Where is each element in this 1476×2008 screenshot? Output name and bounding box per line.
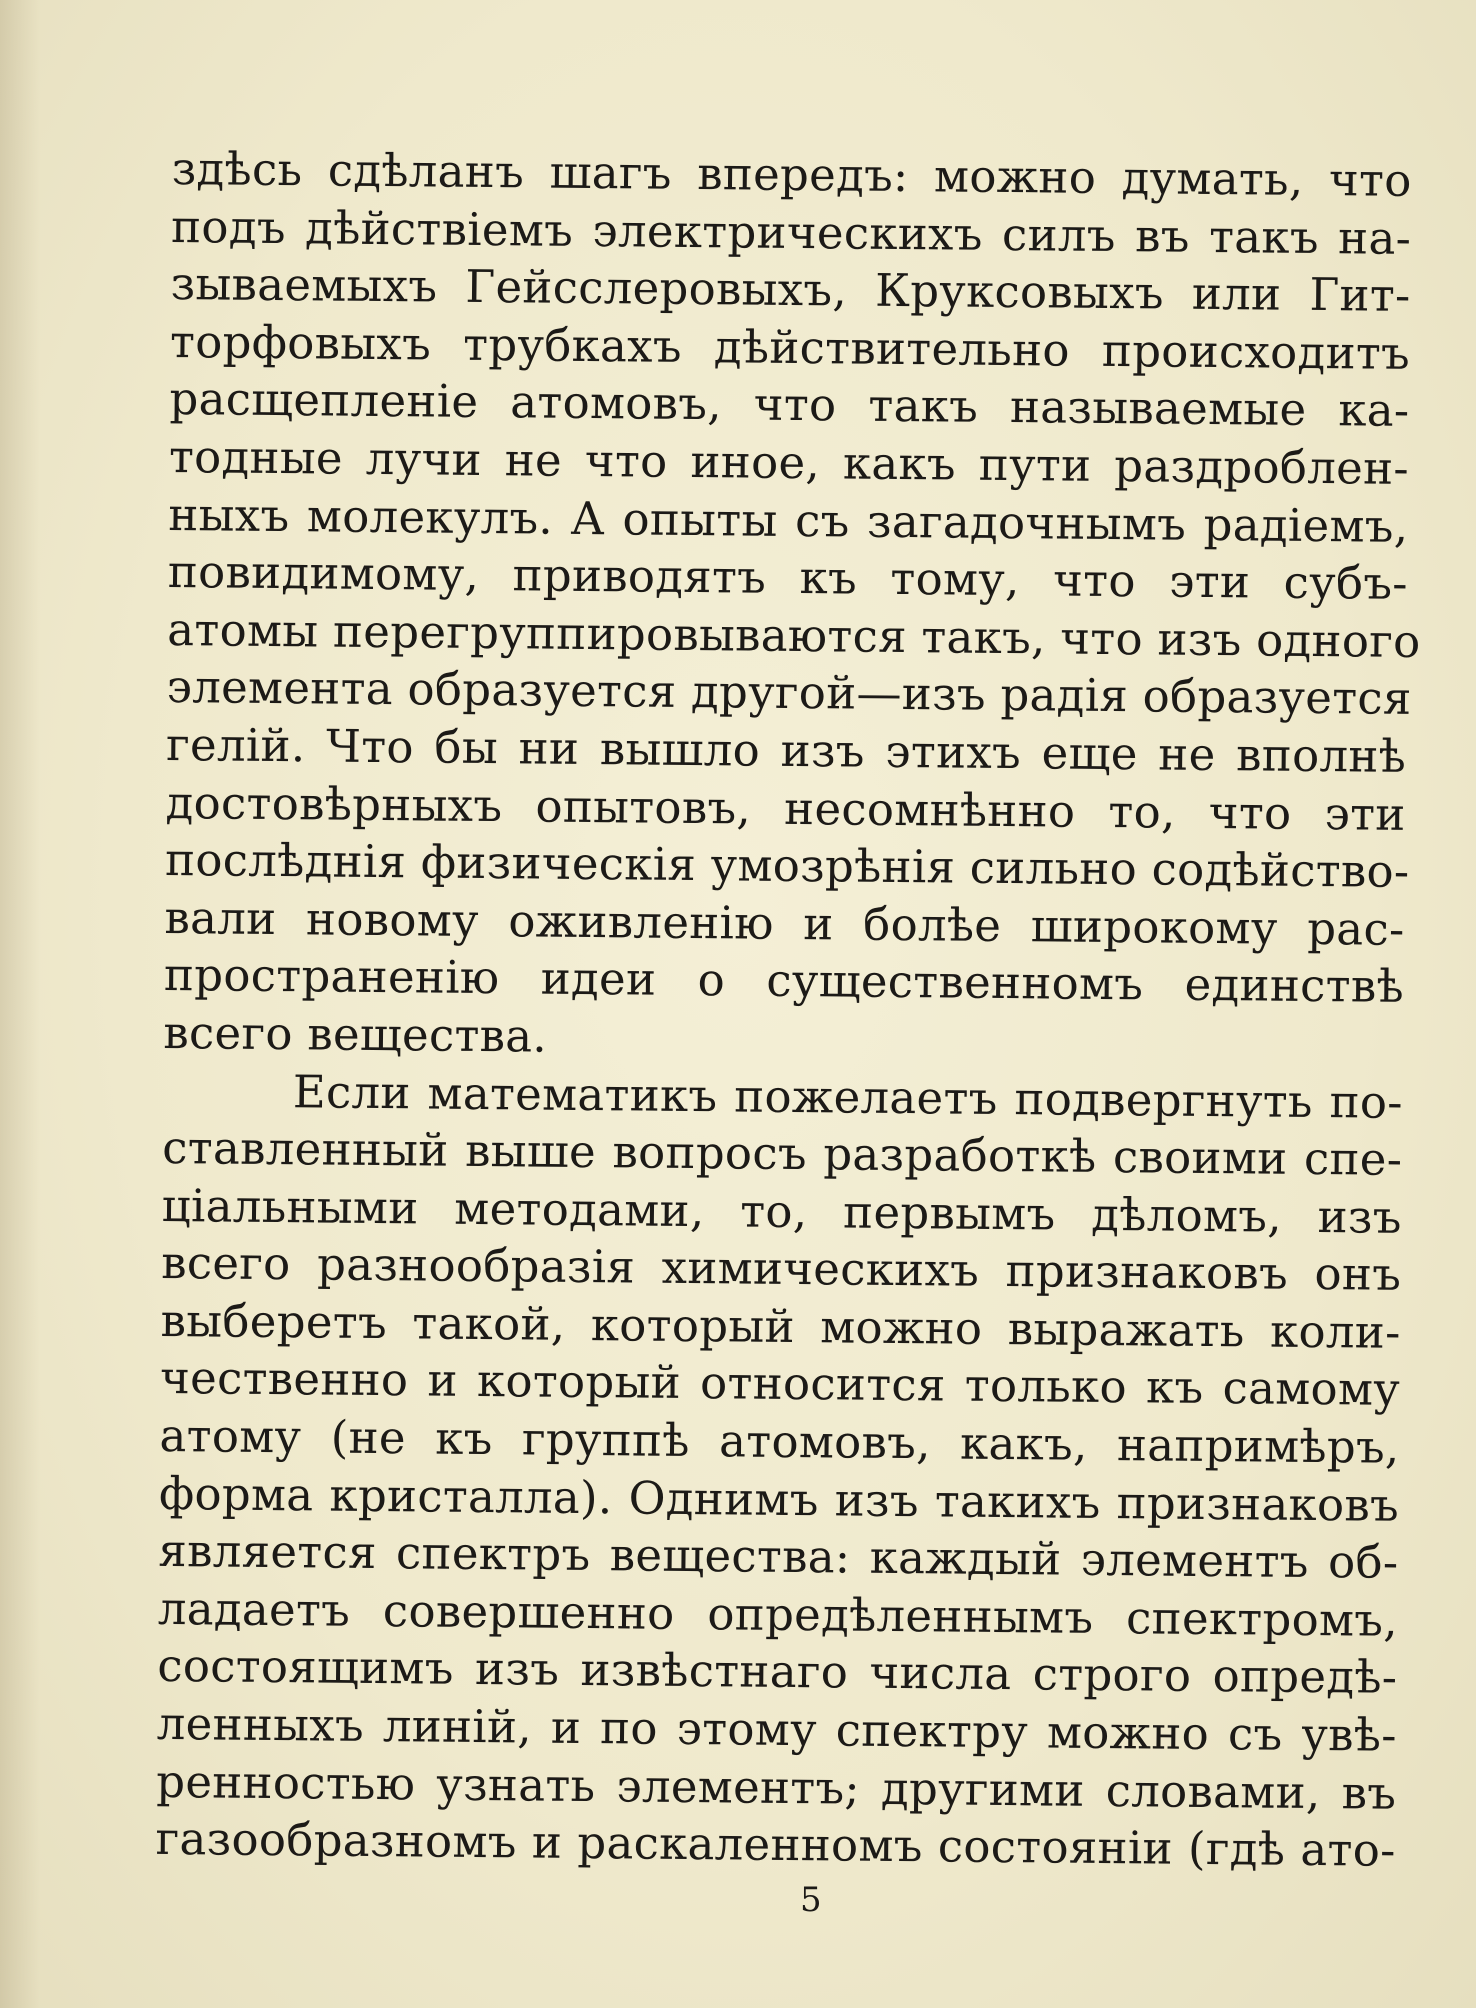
text-line: послѣднія физическія умозрѣнія сильно содѣйство- bbox=[164, 833, 1410, 899]
text-line: расщепленіе атомовъ, что такъ называемые ка- bbox=[169, 372, 1410, 438]
text-line: форма кристалла). Однимъ изъ такихъ признаковъ bbox=[158, 1466, 1400, 1532]
page-gutter-shadow bbox=[0, 0, 40, 2008]
text-line: ныхъ молекулъ. А опыты съ загадочнымъ радіемъ, bbox=[168, 487, 1409, 553]
text-line: выберетъ такой, который можно выражать коли- bbox=[160, 1293, 1401, 1359]
text-line: атому (не къ группѣ атомовъ, какъ, напримѣръ, bbox=[159, 1409, 1400, 1474]
text-line: газообразномъ и раскаленномъ состояніи (гдѣ ато- bbox=[155, 1812, 1396, 1878]
paragraph-2 bbox=[155, 1061, 1403, 1879]
text-line: атомы перегруппировываются такъ, что изъ одного bbox=[167, 602, 1421, 668]
text-line: подъ дѣйствіемъ электрическихъ силъ въ такъ на- bbox=[170, 199, 1412, 265]
text-line: ставленный выше вопросъ разработкѣ своими спе- bbox=[162, 1121, 1403, 1186]
text-line: тодные лучи не что иное, какъ пути раздроблен- bbox=[168, 429, 1410, 495]
text-line: повидимому, приводятъ къ тому, что эти субъ- bbox=[167, 545, 1409, 611]
text-line: Если математикъ пожелаетъ подвергнуть по- bbox=[292, 1064, 1404, 1129]
text-line: пространенію идеи о существенномъ единствѣ bbox=[163, 948, 1405, 1014]
text-line: зываемыхъ Гейсслеровыхъ, Круксовыхъ или Гит- bbox=[170, 257, 1411, 323]
text-line: вали новому оживленію и болѣе широкому рас- bbox=[164, 890, 1405, 956]
text-line: ленныхъ линій, и по этому спектру можно съ увѣ- bbox=[156, 1696, 1397, 1762]
text-line: всего вещества. bbox=[163, 1005, 548, 1063]
page-number: 5 bbox=[800, 1880, 822, 1920]
text-line: состоящимъ изъ извѣстнаго числа строго опредѣ- bbox=[157, 1639, 1398, 1705]
text-line: элемента образуется другой—изъ радія образуется bbox=[166, 660, 1412, 726]
text-line: всего разнообразія химическихъ признаковъ онъ bbox=[160, 1236, 1402, 1302]
text-line: торфовыхъ трубкахъ дѣйствительно происходитъ bbox=[169, 314, 1411, 380]
text-line: ренностью узнать элементъ; другими словами, въ bbox=[155, 1754, 1397, 1820]
text-line: ціальными методами, то, первымъ дѣломъ, изъ bbox=[161, 1178, 1402, 1244]
text-line: является спектръ вещества: каждый элементъ об- bbox=[158, 1524, 1399, 1590]
body-text bbox=[155, 140, 1421, 1880]
paragraph-1 bbox=[163, 140, 1421, 1073]
text-line: гелій. Что бы ни вышло изъ этихъ еще не вполнѣ bbox=[165, 717, 1407, 783]
text-line: достовѣрныхъ опытовъ, несомнѣнно то, что эти bbox=[165, 775, 1406, 841]
text-line: ладаетъ совершенно опредѣленнымъ спектромъ, bbox=[157, 1581, 1399, 1647]
text-line: здѣсь сдѣланъ шагъ впередъ: можно думать, что bbox=[171, 141, 1412, 207]
text-line: чественно и который относится только къ самому bbox=[159, 1351, 1401, 1417]
